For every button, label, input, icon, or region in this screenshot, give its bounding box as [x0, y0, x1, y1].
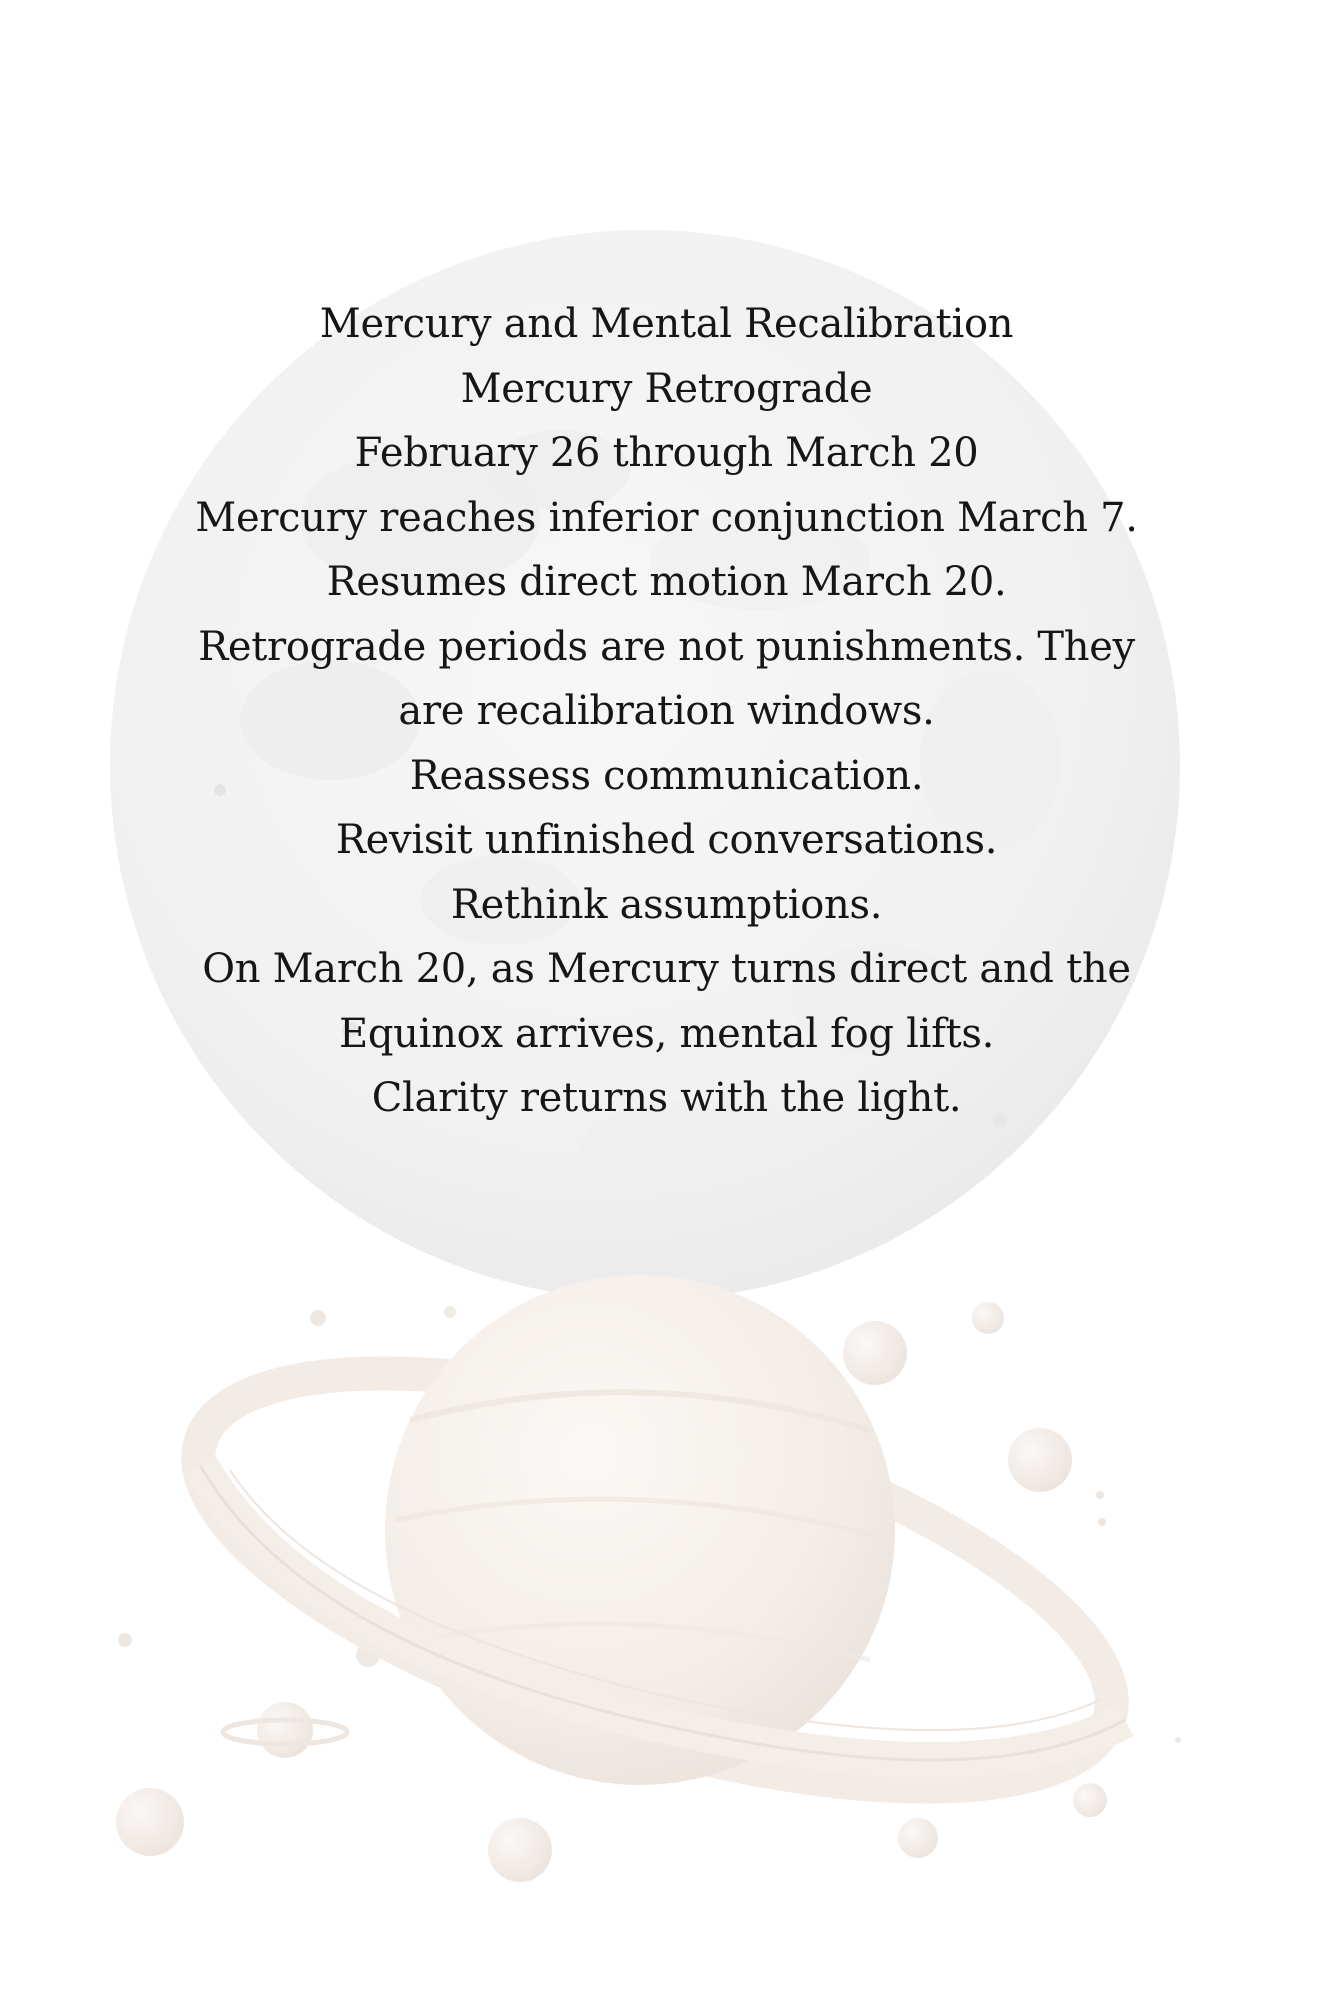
text-line: Reassess communication. [409, 752, 924, 799]
article-text [140, 292, 1193, 1131]
date-range: February 26 through March 20 [354, 430, 979, 476]
headline: Mercury and Mental Recalibration [319, 301, 1014, 347]
text-line: On March 20, as Mercury turns direct and the [202, 946, 1131, 992]
text-line: Retrograde periods are not punishments. They [198, 623, 1135, 670]
text-line: Clarity returns with the light. [371, 1075, 962, 1121]
text-line: Mercury reaches inferior conjunction March 7. [195, 494, 1138, 541]
text-line: are recalibration windows. [398, 688, 935, 734]
text-line: Revisit unfinished conversations. [335, 817, 998, 863]
subheading: Mercury Retrograde [460, 365, 873, 412]
text-line: Resumes direct motion March 20. [326, 559, 1007, 605]
text-line: Equinox arrives, mental fog lifts. [338, 1010, 995, 1057]
text-line: Rethink assumptions. [450, 881, 883, 928]
ringed-planet-illustration [154, 1275, 1156, 1872]
